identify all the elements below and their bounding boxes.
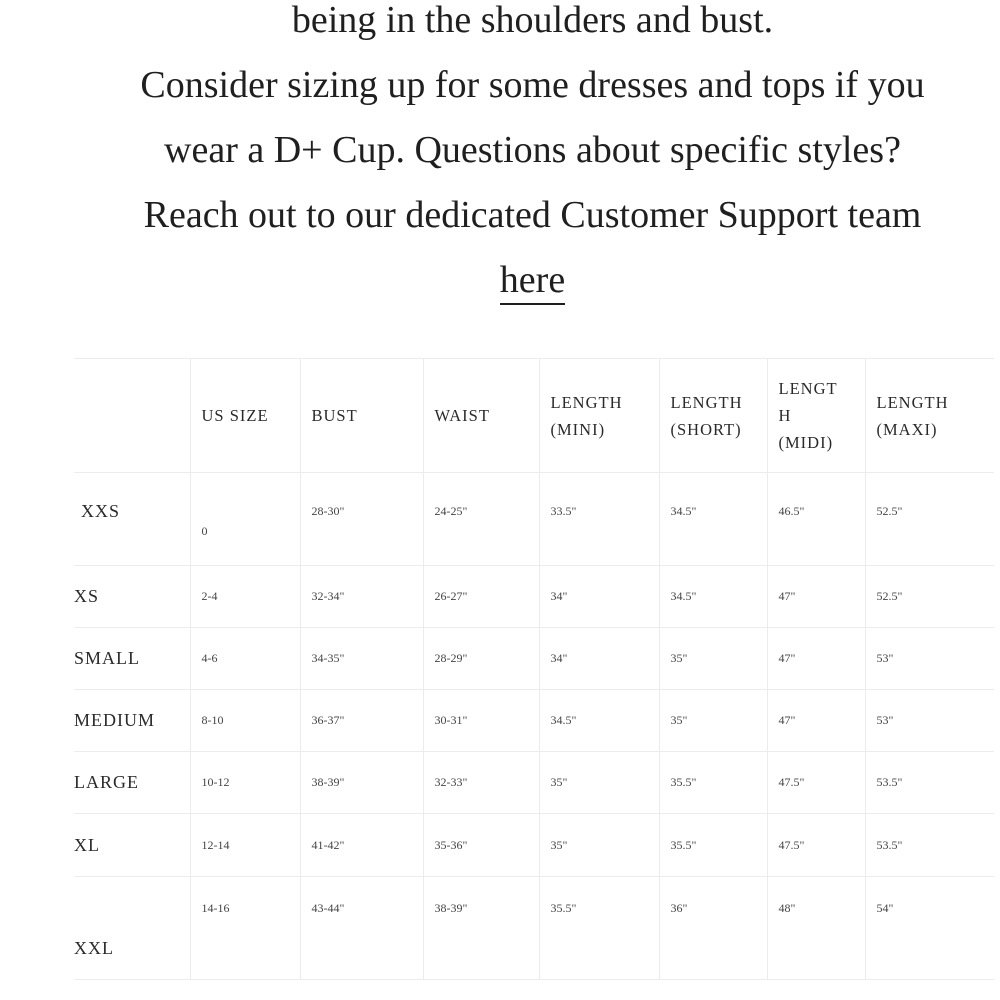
length-midi-cell: [767, 473, 865, 566]
intro-line: being in the shoulders and bust.: [291, 0, 774, 41]
us-size-cell: 4-6: [190, 628, 300, 690]
us-size-cell: 2-4: [190, 566, 300, 628]
size-label: LARGE: [74, 752, 190, 814]
length-mini-cell: [539, 473, 659, 566]
waist-cell: 32-33": [423, 752, 539, 814]
length-short-cell: 35": [659, 628, 767, 690]
size-label-text: XXS: [81, 500, 121, 521]
cell-text: 34.5": [670, 503, 697, 518]
cell-text: 24-25": [434, 503, 468, 518]
waist-cell: [423, 877, 539, 980]
size-label: [74, 473, 190, 566]
table-header-row: [74, 359, 994, 473]
length-maxi-cell: 53": [865, 690, 994, 752]
cell-text: 54": [876, 900, 894, 915]
table-row: [74, 814, 994, 877]
waist-cell: 26-27": [423, 566, 539, 628]
header-cell-length-maxi: [865, 359, 994, 473]
table-row: [74, 628, 994, 690]
length-maxi-cell: 52.5": [865, 566, 994, 628]
header-cell-us-size: US SIZE: [190, 359, 300, 473]
intro-line: wear a D+ Cup. Questions about specific styles?: [164, 129, 901, 171]
length-midi-cell: 47": [767, 566, 865, 628]
length-mini-cell: 35": [539, 814, 659, 877]
header-cell-bust: BUST: [300, 359, 423, 473]
header-cell-length-midi: [767, 359, 865, 473]
length-mini-cell: [539, 877, 659, 980]
length-midi-cell: 47.5": [767, 814, 865, 877]
length-mini-cell: 34": [539, 566, 659, 628]
length-mini-cell: 34.5": [539, 690, 659, 752]
cell-text: 14-16: [201, 900, 230, 915]
table-row: [74, 877, 994, 980]
cell-text: 48": [778, 900, 796, 915]
table-row: [74, 690, 994, 752]
header-cell-size: [74, 359, 190, 473]
length-maxi-cell: 53.5": [865, 752, 994, 814]
customer-support-link[interactable]: here: [500, 259, 565, 305]
header-text: LENGTH: [670, 392, 743, 412]
intro-line: Reach out to our dedicated Customer Support team: [143, 194, 922, 236]
intro-text: [40, 0, 1000, 313]
length-short-cell: 35": [659, 690, 767, 752]
size-label: [74, 877, 190, 980]
cell-text: 52.5": [876, 503, 903, 518]
cell-text: 33.5": [550, 503, 577, 518]
length-maxi-cell: [865, 473, 994, 566]
cell-text: 28-30": [311, 503, 345, 518]
length-mini-cell: 35": [539, 752, 659, 814]
length-short-cell: 34.5": [659, 566, 767, 628]
us-size-cell: 10-12: [190, 752, 300, 814]
waist-cell: 28-29": [423, 628, 539, 690]
cell-text: 46.5": [778, 503, 805, 518]
length-maxi-cell: 53.5": [865, 814, 994, 877]
cell-text: 0: [201, 523, 208, 538]
bust-cell: [300, 877, 423, 980]
us-size-cell: [190, 877, 300, 980]
length-mini-cell: 34": [539, 628, 659, 690]
size-label: XL: [74, 814, 190, 877]
header-text: (MIDI): [778, 433, 834, 452]
bust-cell: [300, 473, 423, 566]
length-maxi-cell: 53": [865, 628, 994, 690]
length-short-cell: 35.5": [659, 752, 767, 814]
cell-text: 36": [670, 900, 688, 915]
bust-cell: 34-35": [300, 628, 423, 690]
bust-cell: 32-34": [300, 566, 423, 628]
waist-cell: 35-36": [423, 814, 539, 877]
us-size-cell: [190, 473, 300, 566]
size-chart-table: [74, 358, 994, 980]
length-short-cell: [659, 473, 767, 566]
size-label: MEDIUM: [74, 690, 190, 752]
bust-cell: 38-39": [300, 752, 423, 814]
table-row: [74, 752, 994, 814]
waist-cell: [423, 473, 539, 566]
table-row: [74, 473, 994, 566]
bust-cell: 36-37": [300, 690, 423, 752]
header-text: LENGTH: [550, 392, 623, 412]
cell-text: 43-44": [311, 900, 345, 915]
length-midi-cell: 47": [767, 690, 865, 752]
us-size-cell: 8-10: [190, 690, 300, 752]
length-maxi-cell: [865, 877, 994, 980]
size-label-text: XXL: [74, 937, 114, 958]
header-text: (MAXI): [876, 419, 938, 439]
bust-cell: 41-42": [300, 814, 423, 877]
header-cell-length-mini: [539, 359, 659, 473]
header-text: LENGTH: [876, 392, 949, 412]
length-short-cell: [659, 877, 767, 980]
size-label: SMALL: [74, 628, 190, 690]
table-row: [74, 566, 994, 628]
length-short-cell: 35.5": [659, 814, 767, 877]
length-midi-cell: [767, 877, 865, 980]
header-cell-waist: WAIST: [423, 359, 539, 473]
length-midi-cell: 47": [767, 628, 865, 690]
header-text: LENGTH: [778, 379, 838, 425]
size-label: XS: [74, 566, 190, 628]
length-midi-cell: 47.5": [767, 752, 865, 814]
waist-cell: 30-31": [423, 690, 539, 752]
header-text: (MINI): [550, 419, 606, 439]
header-text: (SHORT): [670, 419, 742, 439]
intro-line: Consider sizing up for some dresses and tops if you: [140, 64, 925, 106]
header-cell-length-short: [659, 359, 767, 473]
cell-text: 38-39": [434, 900, 468, 915]
cell-text: 35.5": [550, 900, 577, 915]
us-size-cell: 12-14: [190, 814, 300, 877]
